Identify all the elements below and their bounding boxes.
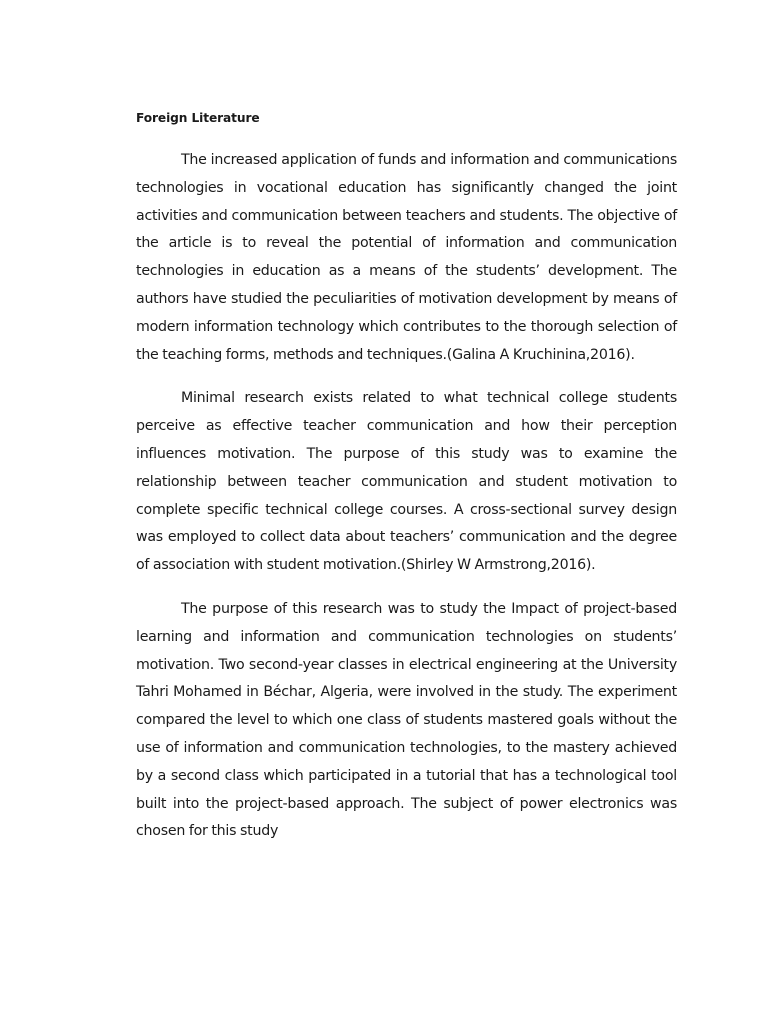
paragraph-1: The increased application of funds and information and communications technologies in vocational education has significantly changed the joint activities and communication between teachers and students. The objective of the article is to reveal the potential of information and communication technologies in education as a means of the students’ development. The authors have studied the peculiarities of motivation development by means of modern information technology which contributes to the thorough selection of the teaching forms, methods and techniques.(Galina A Kruchinina,2016). (136, 152, 677, 363)
paragraph-3: The purpose of this research was to study the Impact of project-based learning and information and communication technologies on students’ motivation. Two second-year classes in electrical engineering at the University Tahri Mohamed in Béchar, Algeria, were involved in the study. The experiment compared the level to which one class of students mastered goals without the use of information and communication technologies, to the mastery achieved by a second class which participated in a tutorial that has a technological tool built into the project-based approach. The subject of power electronics was chosen for this study (136, 600, 677, 840)
section-heading: Foreign Literature (136, 111, 260, 125)
document-page (136, 108, 677, 862)
paragraph-2: Minimal research exists related to what technical college students perceive as effective teacher communication and how their perception influences motivation. The purpose of this study was to examine the relationship between teacher communication and student motivation to complete specific technical college courses. A cross-sectional survey design was employed to collect data about teachers’ communication and the degree of association with student motivation.(Shirley W Armstrong,2016). (136, 390, 677, 574)
